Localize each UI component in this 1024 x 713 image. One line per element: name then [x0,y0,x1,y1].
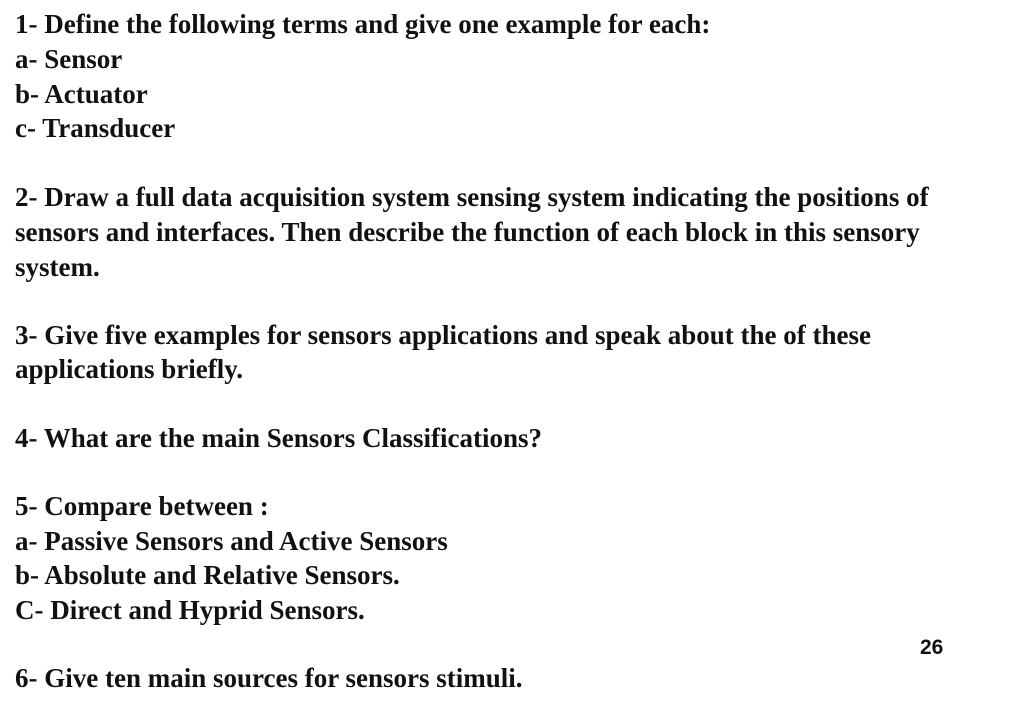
question-1-item-b: b- Actuator [15,79,148,109]
question-1-title: 1- Define the following terms and give one example for each: [15,9,711,39]
question-1-item-a: a- Sensor [15,44,123,74]
question-1-item-c: c- Transducer [15,113,176,143]
question-4-title: 4- What are the main Sensors Classifications? [15,423,543,453]
question-5-item-a: a- Passive Sensors and Active Sensors [15,526,448,556]
page-number: 26 [920,636,944,659]
question-3-line-2: applications briefly. [15,354,244,384]
question-5-item-c: C- Direct and Hyprid Sensors. [15,595,365,625]
question-2-line-1: 2- Draw a full data acquisition system sensing system indicating the positions of [15,182,929,212]
question-5-item-b: b- Absolute and Relative Sensors. [15,560,400,590]
question-2-line-2: sensors and interfaces. Then describe the function of each block in this sensory [15,217,920,247]
question-6-title: 6- Give ten main sources for sensors stimuli. [15,663,523,693]
question-3-line-1: 3- Give five examples for sensors applications and speak about the of these [15,320,872,350]
question-2-line-3: system. [15,252,100,282]
question-5-title: 5- Compare between : [15,491,269,521]
